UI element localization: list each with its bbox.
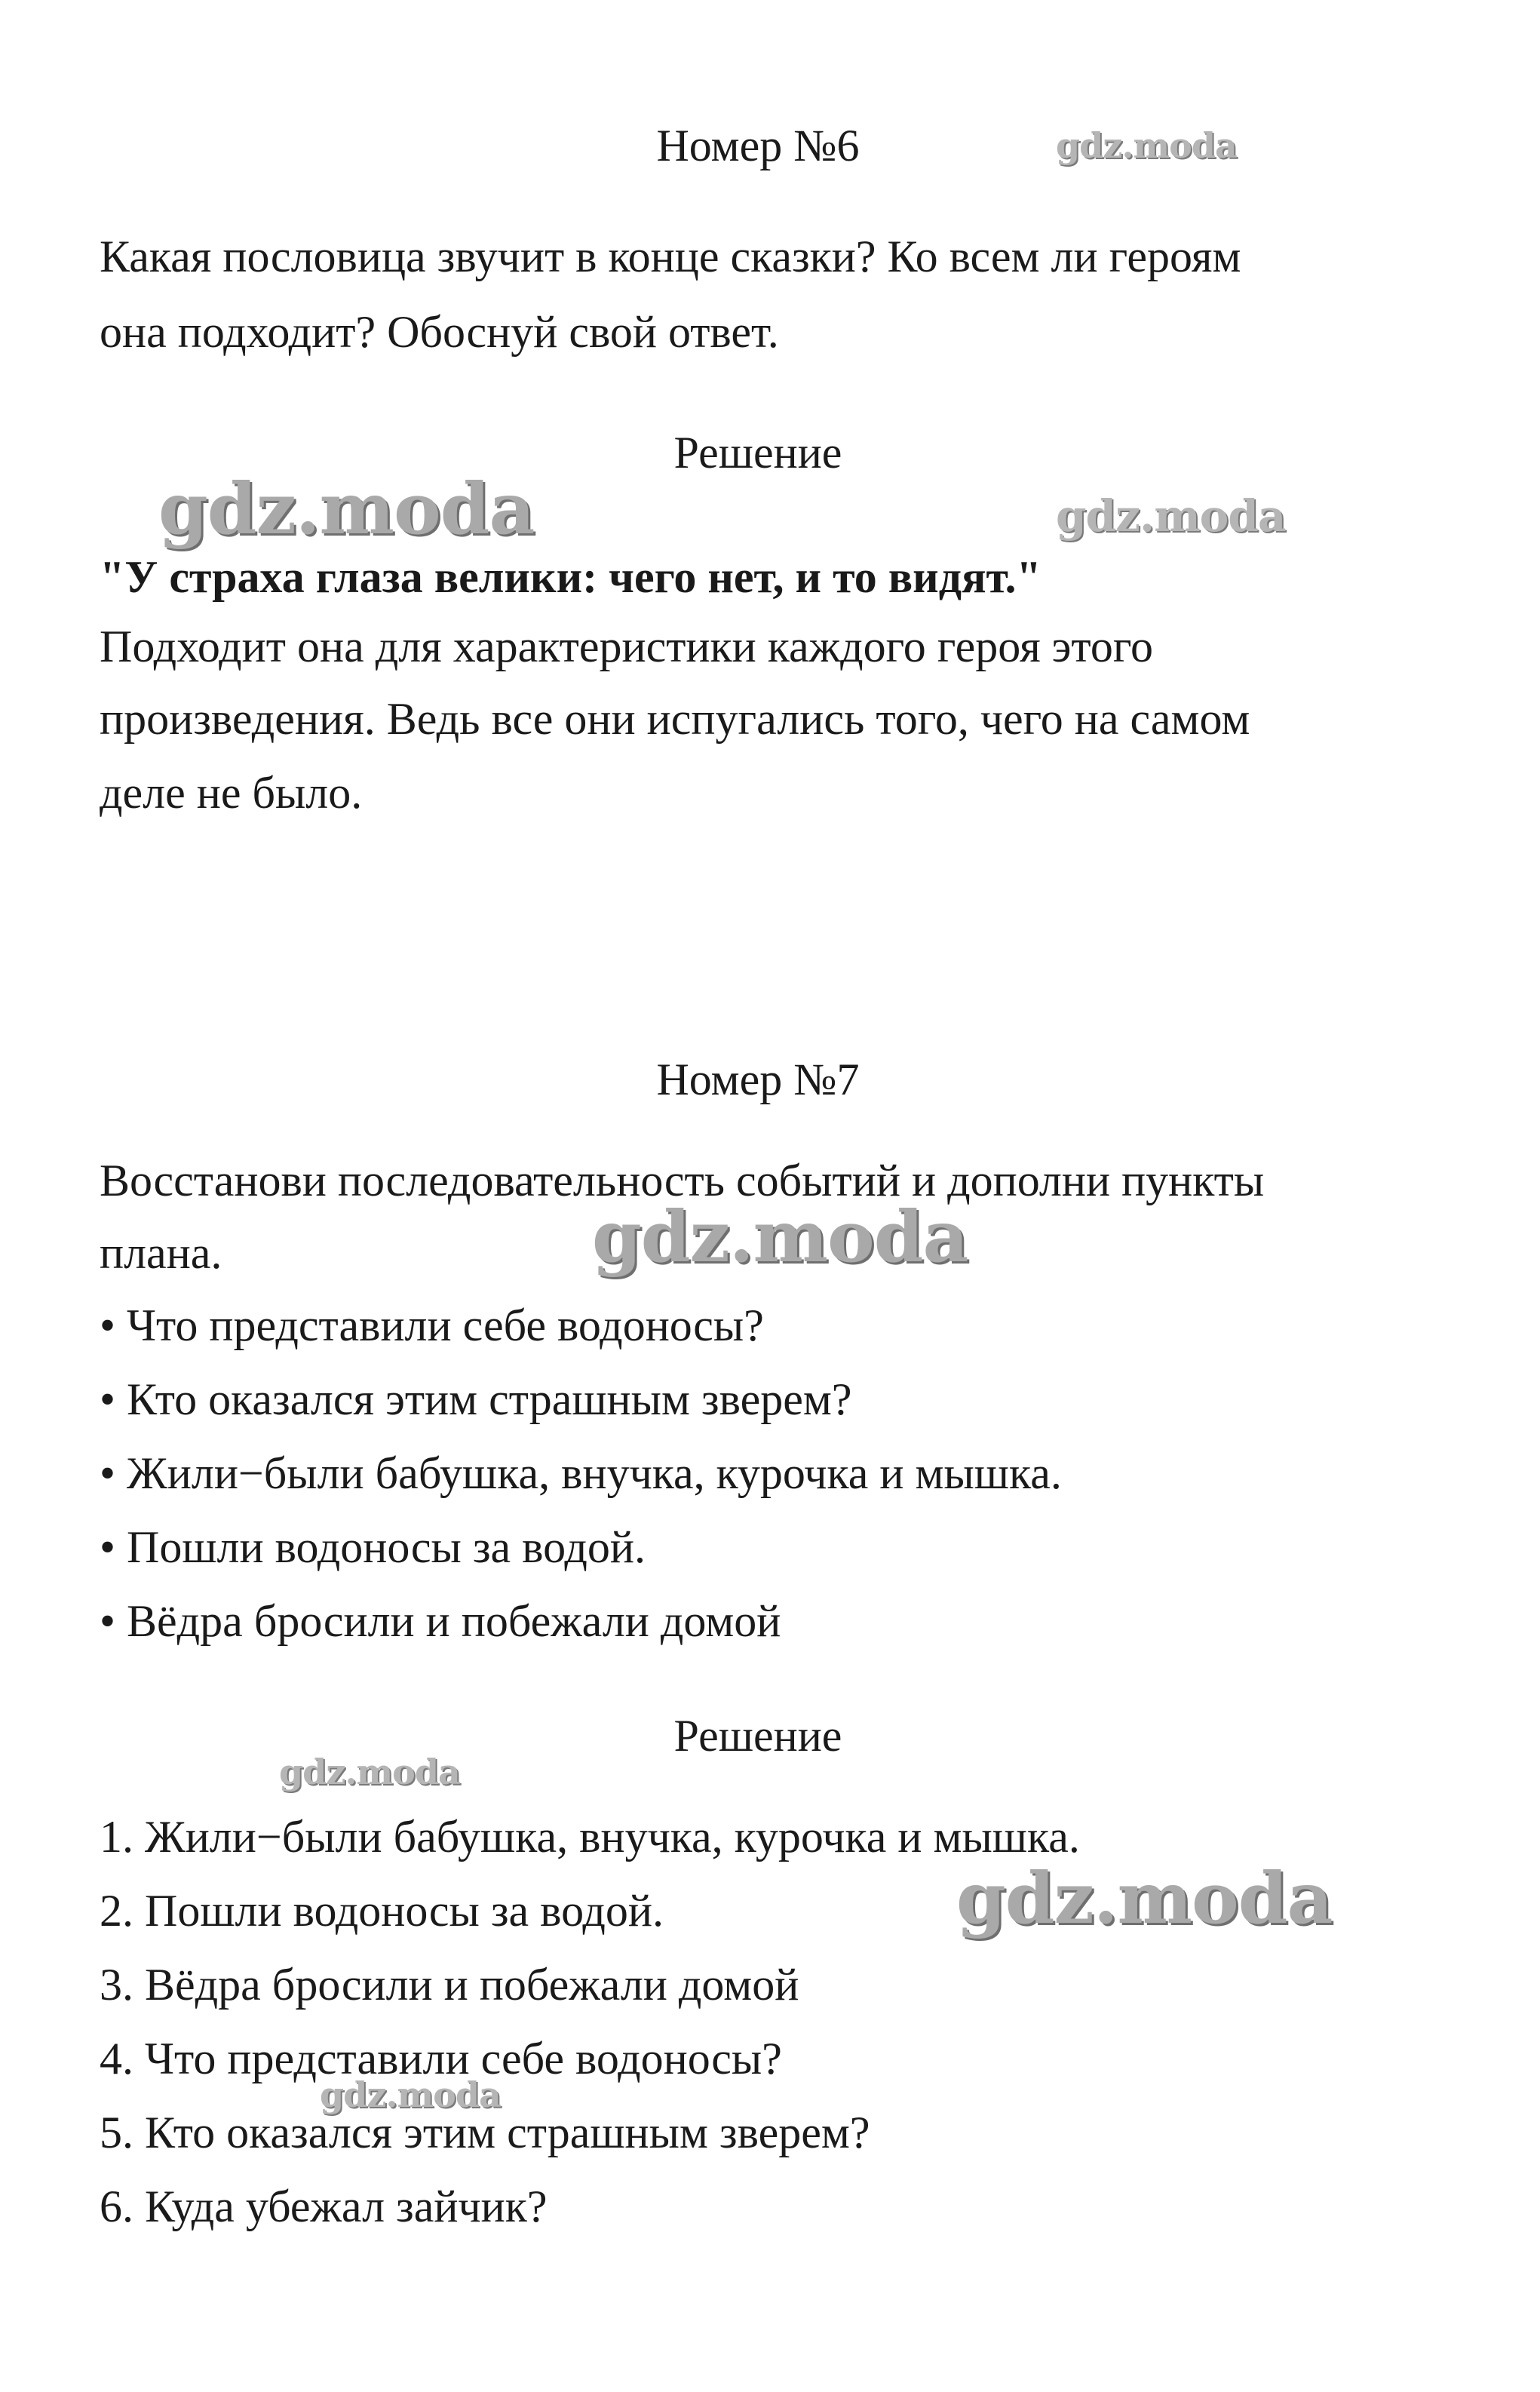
task7-bullet-2: • Кто оказался этим страшным зверем?	[100, 1374, 852, 1424]
task7-answer-6: 6. Куда убежал зайчик?	[100, 2182, 548, 2231]
task6-solution-label: Решение	[673, 428, 842, 477]
watermark: gdz.moda	[592, 1196, 968, 1279]
task6-answer-line-2: произведения. Ведь все они испугались того, чего на самом	[100, 694, 1250, 744]
task7-answer-4: 4. Что представили себе водоносы?	[100, 2034, 782, 2083]
task7-answer-2: 2. Пошли водоносы за водой.	[100, 1886, 664, 1936]
task6-answer-line-1: Подходит она для характеристики каждого героя этого	[100, 622, 1153, 671]
task7-title: Номер №7	[656, 1055, 860, 1104]
task7-bullet-1: • Что представили себе водоносы?	[100, 1300, 764, 1350]
task6-proverb: "У страха глаза велики: чего нет, и то видят."	[100, 552, 1041, 602]
watermark: gdz.moda	[956, 1857, 1333, 1940]
watermark: gdz.moda	[158, 468, 535, 551]
watermark: gdz.moda	[1056, 125, 1237, 166]
task7-bullet-4: • Пошли водоносы за водой.	[100, 1522, 646, 1572]
watermark: gdz.moda	[279, 1752, 460, 1792]
task7-solution-label: Решение	[673, 1711, 842, 1761]
task7-question-line-1: Восстанови последовательность событий и дополни пункты	[100, 1156, 1265, 1205]
watermark: gdz.moda	[1056, 490, 1286, 542]
task7-bullet-3: • Жили−были бабушка, внучка, курочка и мышка.	[100, 1448, 1062, 1498]
task6-title: Номер №6	[656, 121, 860, 170]
task7-answer-1: 1. Жили−были бабушка, внучка, курочка и мышка.	[100, 1812, 1080, 1862]
task7-answer-3: 3. Вёдра бросили и побежали домой	[100, 1960, 799, 2010]
task6-question-line-1: Какая пословица звучит в конце сказки? Ко всем ли героям	[100, 232, 1241, 281]
task6-question-line-2: она подходит? Обоснуй свой ответ.	[100, 307, 779, 357]
watermark: gdz.moda	[320, 2074, 501, 2115]
task6-answer-line-3: деле не было.	[100, 768, 363, 818]
task7-question-line-2: плана.	[100, 1228, 222, 1278]
task7-answer-5: 5. Кто оказался этим страшным зверем?	[100, 2108, 870, 2157]
task7-bullet-5: • Вёдра бросили и побежали домой	[100, 1596, 781, 1646]
